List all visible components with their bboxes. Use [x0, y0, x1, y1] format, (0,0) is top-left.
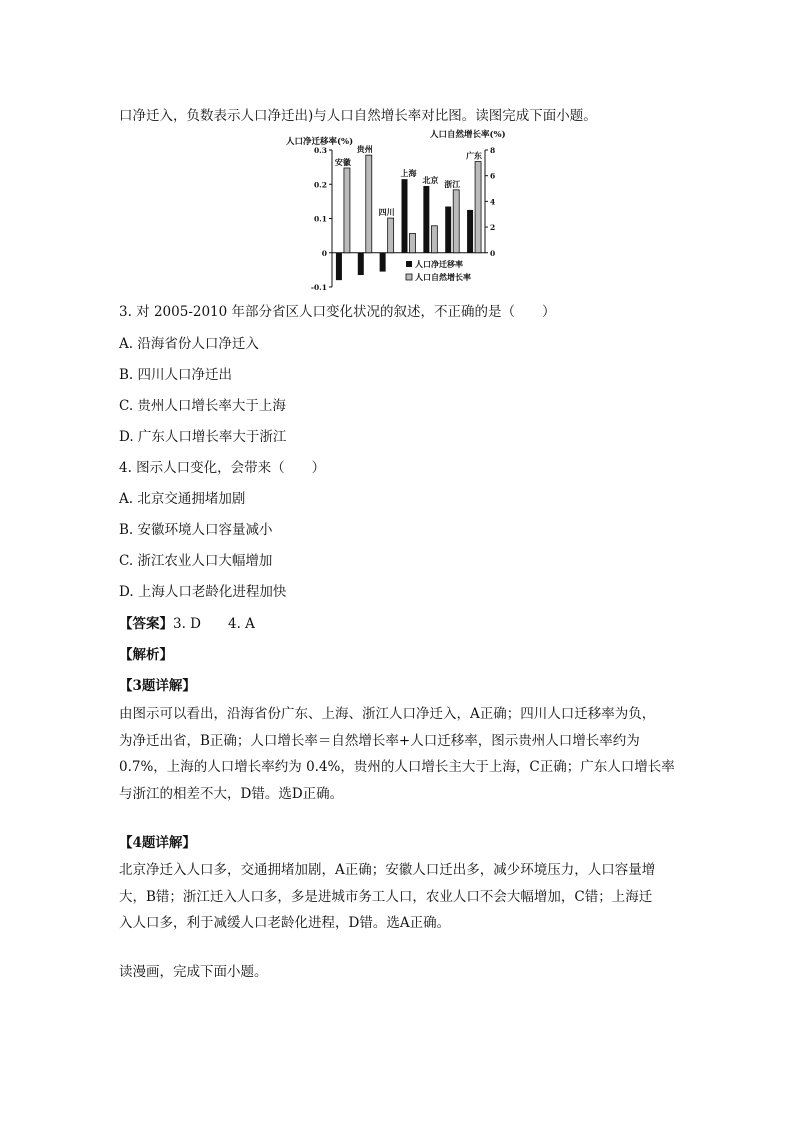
bar-migration	[358, 253, 364, 275]
right-axis-label: 人口自然增长率(%)	[430, 130, 506, 140]
q4-detail-line: 大，B错；浙江迁入人口多，多是进城市务工人口，农业人口不会大幅增加，C错；上海迁	[119, 888, 653, 905]
q4-option-d: D. 上海人口老龄化进程加快	[119, 584, 287, 600]
q3-detail-title: 【3题详解】	[119, 678, 196, 694]
legend-swatch-migration	[406, 261, 412, 267]
q4-option-c: C. 浙江农业人口大幅增加	[119, 553, 273, 569]
right-tick-label: 6	[490, 171, 496, 181]
category-label: 广东	[466, 150, 483, 161]
q3-option-a: A. 沿海省份人口净迁入	[119, 336, 259, 352]
bar-migration	[445, 207, 451, 253]
answer-text: 3. D 4. A	[173, 616, 255, 632]
q3-detail-text	[119, 701, 679, 807]
legend-label-natural: 人口自然增长率	[415, 272, 471, 282]
bar-natural-growth	[344, 168, 350, 253]
question-4-stem: 4. 图示人口变化，会带来（ ）	[119, 460, 326, 476]
question-3-stem: 3. 对 2005-2010 年部分省区人口变化状况的叙述，不正确的是（ ）	[119, 304, 556, 320]
bar-migration	[467, 210, 473, 253]
q3-detail-line: 由图示可以看出，沿海省份广东、上海、浙江人口净迁入，A正确；四川人口迁移率为负，	[119, 706, 656, 722]
q3-option-b: B. 四川人口净迁出	[119, 367, 233, 383]
right-tick-label: 2	[490, 223, 496, 233]
bar-natural-growth	[388, 218, 394, 253]
q3-detail-line: 0.7%，上海的人口增长率约为 0.4%，贵州的人口增长主大于上海，C正确；广东人口增长率	[119, 759, 675, 775]
right-tick-label: 0	[490, 248, 496, 258]
right-tick-label: 8	[490, 146, 496, 155]
q3-detail-line: 为净迁出省，B正确；人口增长率＝自然增长率+人口迁移率，图示贵州人口增长率约为	[119, 732, 640, 749]
bar-natural-growth	[431, 226, 437, 253]
bar-migration	[402, 179, 408, 253]
right-tick-label: 4	[490, 197, 496, 207]
q4-option-a: A. 北京交通拥堵加剧	[119, 491, 246, 507]
left-tick-label: 0.1	[313, 214, 327, 224]
next-prompt: 读漫画，完成下面小题。	[119, 964, 268, 980]
bar-natural-growth	[453, 190, 459, 253]
bar-natural-growth	[410, 233, 416, 252]
category-label: 安徽	[334, 156, 351, 167]
q4-detail-line: 北京净迁入人口多，交通拥堵加剧，A正确；安徽人口迁出多，减少环境压力，人口容量增	[119, 862, 656, 878]
analysis-label: 【解析】	[119, 647, 173, 663]
left-tick-label: 0.2	[313, 180, 327, 190]
migration-growth-chart	[280, 128, 520, 290]
bar-natural-growth	[475, 162, 481, 253]
category-labels	[335, 144, 482, 217]
category-label: 贵州	[356, 144, 373, 155]
left-tick-label: 0	[321, 248, 327, 258]
q4-detail-text	[119, 857, 679, 937]
q3-option-d: D. 广东人口增长率大于浙江	[119, 429, 287, 445]
left-tick-label: -0.1	[310, 283, 327, 290]
bar-migration	[336, 253, 342, 280]
q3-detail-line: 与浙江的相差不大，D错。选D正确。	[119, 785, 344, 802]
left-axis-label: 人口净迁移率(%)	[286, 137, 354, 147]
q4-option-b: B. 安徽环境人口容量减小	[119, 522, 273, 538]
category-label: 上海	[400, 168, 417, 179]
category-label: 四川	[378, 207, 395, 218]
left-tick-label: 0.3	[313, 146, 327, 155]
bar-migration	[423, 186, 429, 253]
q4-detail-line: 入人口多，利于减缓人口老龄化进程，D错。选A正确。	[119, 915, 451, 931]
answer-line	[119, 612, 255, 632]
q4-detail-title: 【4题详解】	[119, 835, 196, 851]
chart-legend	[406, 259, 471, 282]
answer-label: 【答案】	[119, 616, 173, 632]
bar-natural-growth	[366, 155, 372, 253]
legend-swatch-natural	[406, 274, 412, 280]
category-label: 浙江	[444, 178, 461, 189]
q3-option-c: C. 贵州人口增长率大于上海	[119, 398, 286, 414]
intro-text: 口净迁入，负数表示人口净迁出)与人口自然增长率对比图。读图完成下面小题。	[119, 108, 597, 124]
bar-migration	[380, 253, 386, 272]
category-label: 北京	[422, 174, 439, 185]
legend-label-migration: 人口净迁移率	[415, 259, 463, 269]
